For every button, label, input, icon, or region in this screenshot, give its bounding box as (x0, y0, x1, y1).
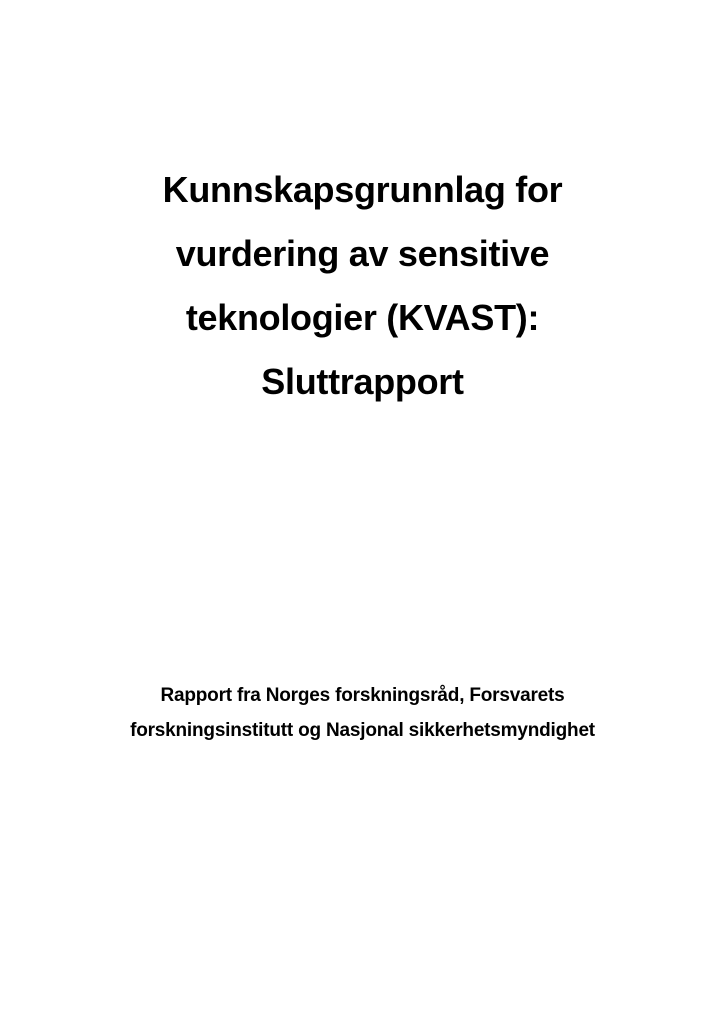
title-line: vurdering av sensitive (175, 233, 550, 274)
document-subtitle (0, 678, 725, 748)
title-line: Kunnskapsgrunnlag for (162, 169, 563, 210)
subtitle-line: forskningsinstitutt og Nasjonal sikkerhetsmyndighet (130, 720, 595, 741)
document-title (0, 158, 725, 414)
title-line: teknologier (KVAST): (185, 297, 540, 338)
title-line: Sluttrapport (261, 361, 464, 402)
subtitle-line: Rapport fra Norges forskningsråd, Forsvarets (160, 685, 565, 706)
